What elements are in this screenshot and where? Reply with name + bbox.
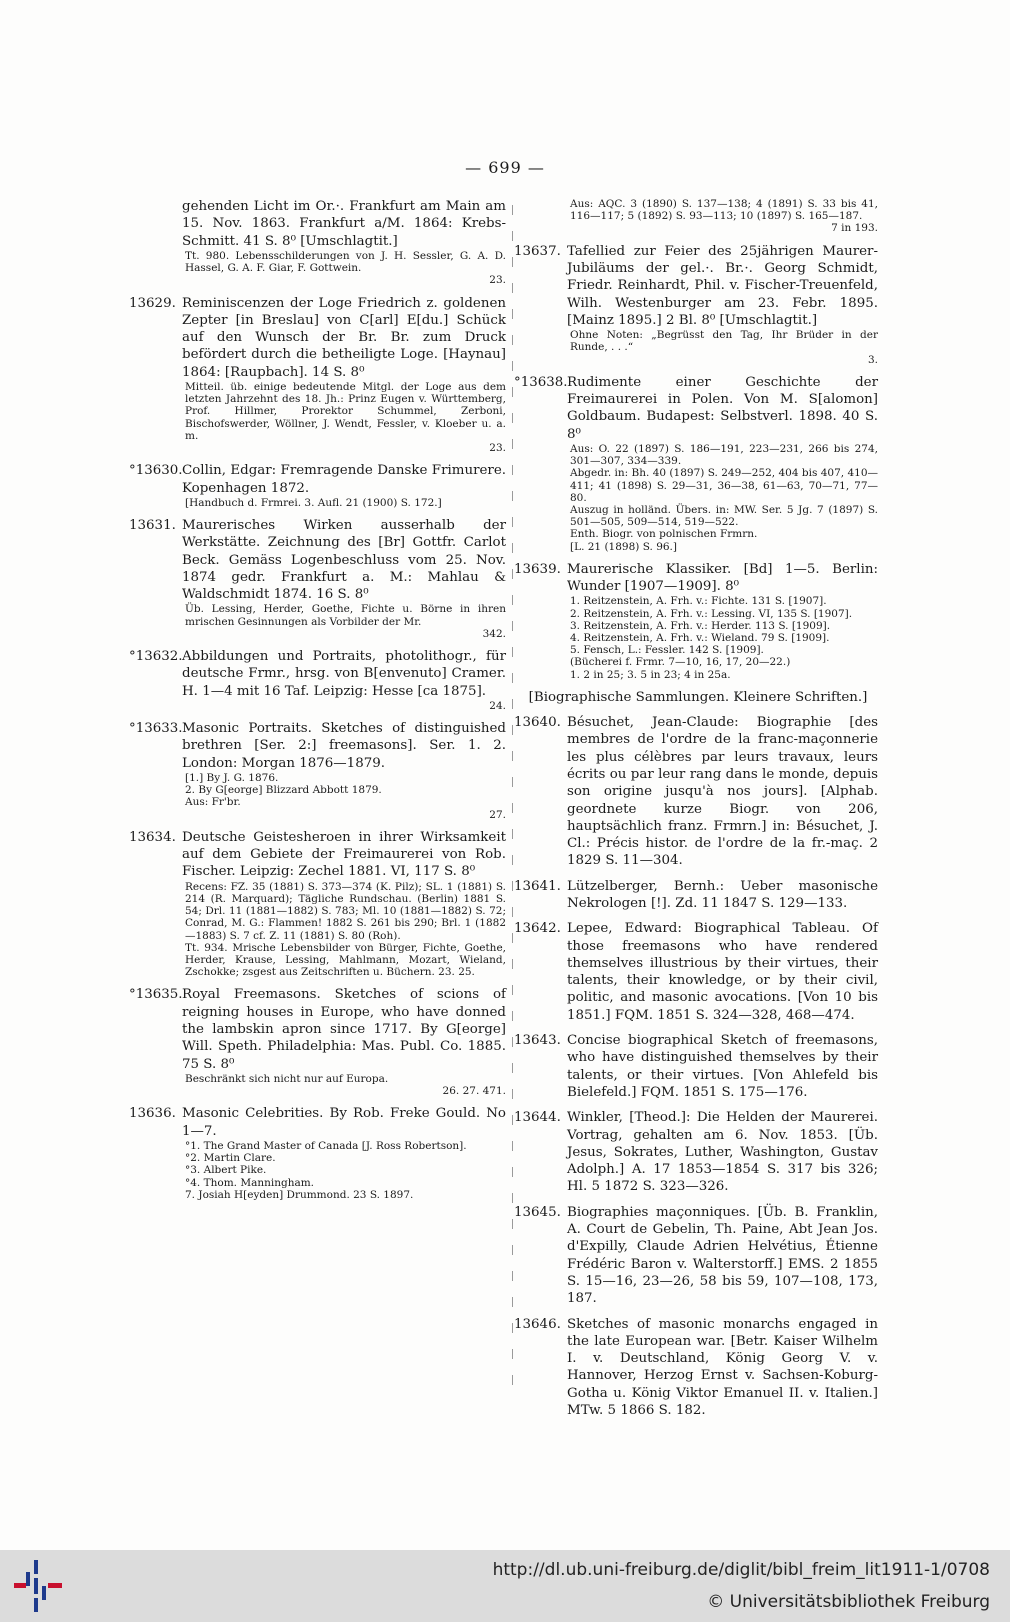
entry-number: 13637. <box>514 243 561 259</box>
left-column <box>129 198 506 1209</box>
entry-note: 27. <box>489 808 506 821</box>
bibliography-entry <box>514 561 878 681</box>
entry-text: Deutsche Geistesheroen in ihrer Wirksamkeit auf dem Gebiete der Freimaurerei von Rob. Fischer. Leipzig: Zechel 1881. VI, 117 S. 8⁰ <box>182 829 506 880</box>
entry-text: gehenden Licht im Or.·. Frankfurt am Main am 15. Nov. 1863. Frankfurt a/M. 1864: Krebs-Schmitt. 41 S. 8⁰ [Umschlagtit.] <box>182 199 506 249</box>
entry-number: °13638. <box>514 374 568 390</box>
permalink-url[interactable]: http://dl.ub.uni-freiburg.de/diglit/bibl_freim_lit1911-1/0708 <box>492 1560 990 1580</box>
entry-text: Abbildungen und Portraits, photolithogr., für deutsche Frmr., hrsg. von B[envenuto] Cramer. H. 1—4 mit 16 Taf. Leipzig: Hesse [ca 1875]. <box>182 649 506 699</box>
entry-number: °13635. <box>129 987 183 1003</box>
entry-number: 13636. <box>129 1106 176 1122</box>
entry-note: 5. Fensch, L.: Fessler. 142 S. [1909]. <box>570 644 764 657</box>
bibliography-entry <box>518 198 878 235</box>
entry-number: 13645. <box>514 1204 561 1220</box>
entry-note: Üb. Lessing, Herder, Goethe, Fichte u. Börne in ihren mrischen Gesinnungen als Vorbilder der Mr. <box>185 603 506 628</box>
entry-note: 24. <box>489 699 506 712</box>
entry-note: °2. Martin Clare. <box>185 1152 276 1165</box>
entry-note: Ohne Noten: „Begrüsst den Tag, Ihr Brüder in der Runde, . . .“ <box>570 329 878 354</box>
bibliography-entry <box>133 198 506 287</box>
entry-number: 13643. <box>514 1033 561 1049</box>
bibliography-entry <box>129 295 506 455</box>
entry-number: 13629. <box>129 295 176 311</box>
bibliography-entry <box>514 1032 878 1101</box>
entry-text: Reminiscenzen der Loge Friedrich z. goldenen Zepter [in Breslau] von C[arl] E[du.] Schück auf den Wunsch der Br. Br. zum Druck befördert durch die betheiligte Loge. [Haynau] 1864: [Raupbach]. 14 S. 8⁰ <box>182 295 506 380</box>
bibliography-entry <box>129 829 506 979</box>
entry-text: Masonic Portraits. Sketches of distinguished brethren [Ser. 2:] freemasons]. Ser. 1. 2. London: Morgan 1876—1879. <box>182 721 506 771</box>
entry-note: Mitteil. üb. einige bedeutende Mitgl. der Loge aus dem letzten Jahrzehnt des 18. Jh.: Prinz Eugen v. Württemberg, Prof. Hillmer, Prorektor Schummel, Zerboni, Bischofswerder, Wöllner, J. Wendt, Fessler, v. Kloeber u. a. m. <box>185 380 506 442</box>
entry-note: Abgedr. in: Bh. 40 (1897) S. 249—252, 404 bis 407, 410—411; 41 (1898) S. 29—31, 36—38, 61—63, 70—71, 77—80. <box>570 467 878 504</box>
entry-text: Concise biographical Sketch of freemasons, who have distinguished themselves by their talents, or their virtues. [Von Ahlefeld bis Bielefeld.] FQM. 1851 S. 175—176. <box>567 1033 878 1100</box>
entry-text: Rudimente einer Geschichte der Freimaurerei in Polen. Von M. S[alomon] Goldbaum. Budapest: Selbstverl. 1898. 40 S. 8⁰ <box>567 374 878 442</box>
entry-note: Beschränkt sich nicht nur auf Europa. <box>185 1072 389 1085</box>
copyright-notice: © Universitätsbibliothek Freiburg <box>707 1592 990 1612</box>
entry-note: 3. Reitzenstein, A. Frh. v.: Herder. 113 S. [1909]. <box>570 619 831 632</box>
entry-note: 23. <box>489 442 506 454</box>
left-entry-list <box>129 198 506 1201</box>
bibliography-entry <box>129 720 506 821</box>
entry-note: 1. Reitzenstein, A. Frh. v.: Fichte. 131 S. [1907]. <box>570 595 827 608</box>
entry-note: 7 in 193. <box>831 222 878 235</box>
bibliography-entry <box>514 1204 878 1308</box>
bibliography-entry <box>129 462 506 509</box>
entry-note: Tt. 980. Lebensschilderungen von J. H. Sessler, G. A. D. Hassel, G. A. F. Giar, F. Gottwein. <box>185 249 506 275</box>
entry-text: Bésuchet, Jean-Claude: Biographie [des membres de l'ordre de la franc-maçonnerie les plus célèbres par leurs travaux, leurs écrits ou par leur rang dans le monde, depuis son origine jusqu'à nos jours]. [Alphab. geordnete kurze Biogr. von 206, hauptsächlich franz. Frmrn.] in: Bésuchet, J. Cl.: Précis histor. de l'ordre de la fr.-maç. 2 1829 S. 11—304. <box>567 715 878 869</box>
page-number: — 699 — <box>465 158 545 177</box>
entry-note: Enth. Biogr. von polnischen Frmrn. <box>570 528 758 541</box>
entry-number: 13640. <box>514 715 561 731</box>
entry-note: 4. Reitzenstein, A. Frh. v.: Wieland. 79 S. [1909]. <box>570 631 830 644</box>
entry-note: Recens: FZ. 35 (1881) S. 373—374 (K. Pilz); SL. 1 (1881) S. 214 (R. Marquard); Tägliche Rundschau. (Berlin) 1881 S. 54; Drl. 11 (1881—1882) S. 783; Ml. 10 (1881—1882) S. 72; Conrad, M. G.: Flammen! 1882 S. 261 bis 290; Brl. 1 (1882—1883) S. 7 cf. Z. 11 (1881) S. 80 (Roh). <box>185 880 506 942</box>
entry-note: [Handbuch d. Frmrei. 3. Aufl. 21 (1900) S. 172.] <box>185 496 442 509</box>
bibliography-entry <box>129 648 506 712</box>
entry-note: Auszug in holländ. Übers. in: MW. Ser. 5 Jg. 7 (1897) S. 501—505, 509—514, 519—522. <box>570 503 878 529</box>
entry-text: Collin, Edgar: Fremragende Danske Frimurere. Kopenhagen 1872. <box>182 463 506 496</box>
entry-note: Aus: AQC. 3 (1890) S. 137—138; 4 (1891) S. 33 bis 41, 116—117; 5 (1892) S. 93—113; 10 (1897) S. 165—187. <box>570 198 878 223</box>
entry-note: °3. Albert Pike. <box>185 1164 267 1177</box>
bibliography-entry <box>514 1109 878 1195</box>
entry-note: [L. 21 (1898) S. 96.] <box>570 540 677 553</box>
entry-number: 13634. <box>129 829 176 845</box>
entry-number: 13631. <box>129 518 176 533</box>
entry-number: 13641. <box>514 878 561 894</box>
entry-note: 2. Reitzenstein, A. Frh. v.: Lessing. VI, 135 S. [1907]. <box>570 607 853 620</box>
entry-text: Maurerisches Wirken ausserhalb der Werkstätte. Zeichnung des [Br] Gottfr. Carlot Beck. Gemäss Logenbeschluss vom 25. Nov. 1874 gedr. Frankfurt a. M.: Mahlau & Waldschmidt 1874. 16 S. 8⁰ <box>182 518 506 603</box>
entry-number: 13639. <box>514 561 561 577</box>
entry-note: Aus: O. 22 (1897) S. 186—191, 223—231, 266 bis 274, 301—307, 334—339. <box>570 442 878 468</box>
entry-text: Sketches of masonic monarchs engaged in the late European war. [Betr. Kaiser Wilhelm I. v. Deutschland, König Georg V. v. Hannover, Herzog Ernst v. Sachsen-Koburg-Gotha u. König Viktor Emanuel II. v. Italien.] MTw. 5 1866 S. 182. <box>567 1316 878 1419</box>
bibliography-entry <box>129 517 506 640</box>
viewer-footer <box>0 1550 1010 1622</box>
bibliography-entry <box>514 920 878 1024</box>
entry-note: 2. By G[eorge] Blizzard Abbott 1879. <box>185 784 382 797</box>
entry-note: 1. 2 in 25; 3. 5 in 23; 4 in 25a. <box>570 668 731 681</box>
entry-text: Masonic Celebrities. By Rob. Freke Gould. No 1—7. <box>182 1106 506 1139</box>
entry-text: Maurerische Klassiker. [Bd] 1—5. Berlin: Wunder [1907—1909]. 8⁰ <box>567 561 878 595</box>
section-heading: [Biographische Sammlungen. Kleinere Schriften.] <box>528 689 868 705</box>
right-entry-list <box>514 198 878 1419</box>
ub-freiburg-logo-icon <box>12 1558 66 1614</box>
entry-text: Winkler, [Theod.]: Die Helden der Maurerei. Vortrag, gehalten am 6. Nov. 1853. [Üb. Jesus, Sokrates, Luther, Washington, Gustav Adolph.] A. 17 1853—1854 S. 317 bis 326; Hl. 5 1872 S. 323—326. <box>567 1110 878 1195</box>
entry-note: °1. The Grand Master of Canada [J. Ross Robertson]. <box>185 1139 467 1152</box>
entry-number: 13644. <box>514 1110 561 1126</box>
entry-note: (Bücherei f. Frmr. 7—10, 16, 17, 20—22.) <box>570 656 791 669</box>
entry-text: Lützelberger, Bernh.: Ueber masonische Nekrologen [!]. Zd. 11 1847 S. 129—133. <box>567 878 878 911</box>
bibliography-entry <box>514 1316 878 1420</box>
entry-note: 342. <box>482 627 506 640</box>
bibliography-entry <box>514 243 878 366</box>
entry-text: Biographies maçonniques. [Üb. B. Franklin, A. Court de Gebelin, Th. Paine, Abt Jean Jos. d'Expilly, Claude Adrien Helvétius, Étienne Frédéric Baron v. Walterstorff.] EMS. 2 1855 S. 15—16, 23—26, 58 bis 59, 107—108, 173, 187. <box>567 1204 878 1307</box>
entry-note: Aus: Fr'br. <box>185 796 241 809</box>
entry-note: [1.] By J. G. 1876. <box>185 772 279 785</box>
bibliography-entry <box>514 878 878 913</box>
entry-number: °13632. <box>129 649 183 665</box>
bibliography-entry <box>129 986 506 1098</box>
entry-number: 13642. <box>514 921 561 937</box>
entry-note: 26. 27. 471. <box>442 1085 506 1098</box>
entry-note: 23. <box>489 274 506 287</box>
entry-number: 13646. <box>514 1316 561 1332</box>
entry-text: Tafellied zur Feier des 25jährigen Maurer-Jubiläums der gel.·. Br.·. Georg Schmidt, Friedr. Reinhardt, Phil. v. Fischer-Treuenfeld, Wilh. Westenburger am 23. Febr. 1895. [Mainz 1895.] 2 Bl. 8⁰ [Umschlagtit.] <box>567 243 878 328</box>
entry-note: 3. <box>867 353 878 366</box>
right-column <box>514 198 878 1427</box>
bibliography-entry <box>129 1105 506 1201</box>
entry-note: °4. Thom. Manningham. <box>185 1176 315 1189</box>
entry-note: 7. Josiah H[eyden] Drummond. 23 S. 1897. <box>185 1188 414 1201</box>
bibliography-entry <box>514 374 878 553</box>
column-divider <box>512 205 513 1385</box>
entry-number: °13630. <box>129 463 183 479</box>
entry-text: Lepee, Edward: Biographical Tableau. Of those freemasons who have rendered themselves illustrious by their virtues, their talents, their knowledge, or by their civil, politic, and masonic avocations. [Von 10 bis 1851.] FQM. 1851 S. 324—328, 468—474. <box>567 921 878 1023</box>
entry-note: Tt. 934. Mrische Lebensbilder von Bürger, Fichte, Goethe, Herder, Krause, Lessing, Mahlmann, Mozart, Wieland, Zschokke; zsgest aus Zeitschriften u. Büchern. 23. 25. <box>185 941 506 979</box>
entry-number: °13633. <box>129 721 183 737</box>
entry-text: Royal Freemasons. Sketches of scions of reigning houses in Europe, who have donned the lambskin apron since 1717. By G[eorge] Will. Speth. Philadelphia: Mas. Publ. Co. 1885. 75 S. 8⁰ <box>182 987 506 1072</box>
bibliography-entry <box>514 714 878 870</box>
